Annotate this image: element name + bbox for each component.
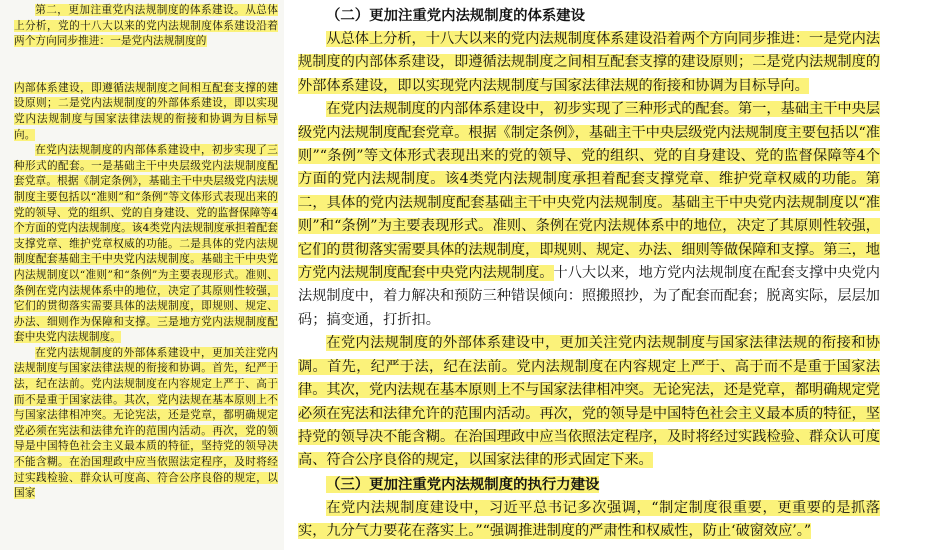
right-paragraph-1-text: 从总体上分析，十八大以来的党内法规制度体系建设沿着两个方向同步推进：一是党内法规制度的内部体系建设，即遵循法规制度之间相互配套支撑的建设原则；二是党内法规制度的外部体系建设，即以实现党内法规制度与国家法律法规的衔接和协调为目标导向。: [298, 31, 880, 94]
right-text-column: [284, 0, 950, 544]
left-paragraph-2: [14, 81, 278, 143]
right-paragraph-2-highlight: 在党内法规制度的内部体系建设中，初步实现了三种形式的配套。第一，基础主干中央层级党内法规制度配套党章。根据《制定条例》，基础主干中央层级党内法规制度主要包括以“准则”“条例”等文体形式表现出来的党的领导、党的组织、党的自身建设、党的监督保障等4个方面的党内法规制度。该4类党内法规制度承担着配套支撑党章、维护党章权威的功能。第二，具体的党内法规制度配套基础主干中央党内法规制度。基础主干中央党内法规制度以“准则”和“条例”为主要表现形式。准则、条例在党内法规体系中的地位，决定了其原则性较强，它们的贯彻落实需要具体的法规制度，即规则、规定、办法、细则等做保障和支撑。第三，地方党内法规制度配套中央党内法规制度。: [298, 101, 880, 282]
section-heading-2: （二）更加注重党内法规制度的体系建设: [326, 7, 586, 24]
right-paragraph-3-text: 在党内法规制度的外部体系建设中，更加关注党内法规制度与国家法律法规的衔接和协调。首先，纪严于法，纪在法前。党内法规制度在内容规定上严于、高于而不是重于国家法律。其次，党内法规在基本原则上不与国家法律相冲突。无论宪法，还是党章，都明确规定党必须在宪法和法律允许的范围内活动。再次，党的领导是中国特色社会主义最本质的特征，坚持党的领导决不能含糊。在治国理政中应当依照法定程序，及时将经过实践检验、群众认可度高、符合公序良俗的规定，以国家法律的形式固定下来。: [298, 335, 880, 469]
section-heading-3: [298, 473, 880, 497]
right-paragraph-4-text: 在党内法规制度建设中，习近平总书记多次强调，“制定制度很重要，更重要的是抓落实，九分气力要花在落实上。”“强调推进制度的严肃性和权威性，防止‘破窗效应’。”: [298, 499, 880, 540]
left-paragraph-1: [14, 3, 278, 50]
left-paragraph-4-text: 在党内法规制度的外部体系建设中，更加关注党内法规制度与国家法律法规的衔接和协调。首先，纪严于法，纪在法前。党内法规制度在内容规定上严于、高于而不是重于国家法律。其次，党内法规在基本原则上不与国家法律相冲突。无论宪法，还是党章，都明确规定党必须在宪法和法律允许的范围内活动。再次，党的领导是中国特色社会主义最本质的特征，坚持党的领导决不能含糊。在治国理政中应当依照法定程序，及时将经过实践检验、群众认可度高、符合公序良俗的规定，以国家: [14, 346, 278, 500]
right-paragraph-2-plain: 十八大以来，地方党内法规制度在配套支撑中央党内法规制度中，着力解决和预防三种错误倾向：照搬照抄，为了配套而配套；脱离实际，层层加码；搞变通，打折扣。: [298, 265, 880, 328]
left-text-column: [0, 0, 284, 502]
right-paragraph-4: [298, 497, 880, 544]
left-paragraph-gap: [14, 50, 278, 81]
left-paragraph-3: [14, 143, 278, 346]
section-heading-3-text: （三）更加注重党内法规制度的执行力建设: [326, 475, 600, 493]
right-paragraph-3: [298, 332, 880, 472]
left-document-page: [0, 0, 284, 550]
left-paragraph-4: [14, 346, 278, 502]
right-paragraph-2: [298, 98, 880, 332]
right-paragraph-1: [298, 28, 880, 98]
left-paragraph-3-text: 在党内法规制度的内部体系建设中，初步实现了三种形式的配套。一是基础主干中央层级党内法规制度配套党章。根据《制定条例》，基础主干中央层级党内法规制度主要包括以“准则”和“条例”等文体形式表现出来的党的领导、党的组织、党的自身建设、党的监督保障等4个方面的党内法规制度。该4类党内法规制度承担着配套支撑党章、维护党章权威的功能。二是具体的党内法规制度配套基础主干中央党内法规制度。基础主干中央党内法规制度以“准则”和“条例”为主要表现形式。准则、条例在党内法规体系中的地位，决定了其原则性较强，它们的贯彻落实需要具体的法规制度，即规则、规定、办法、细则作为保障和支撑。三是地方党内法规制度配套中央党内法规制度。: [14, 144, 278, 344]
left-paragraph-2-text: 内部体系建设，即遵循法规制度之间相互配套支撑的建设原则；二是党内法规制度的外部体系建设，即以实现党内法规制度与国家法律法规的衔接和协调为目标导向。: [14, 81, 278, 141]
left-paragraph-1-text: 第二，更加注重党内法规制度的体系建设。从总体上分析，党的十八大以来的党内法规制度体系建设沿着两个方向同步推进：一是党内法规制度的: [14, 4, 278, 48]
right-document-page: [284, 0, 950, 550]
